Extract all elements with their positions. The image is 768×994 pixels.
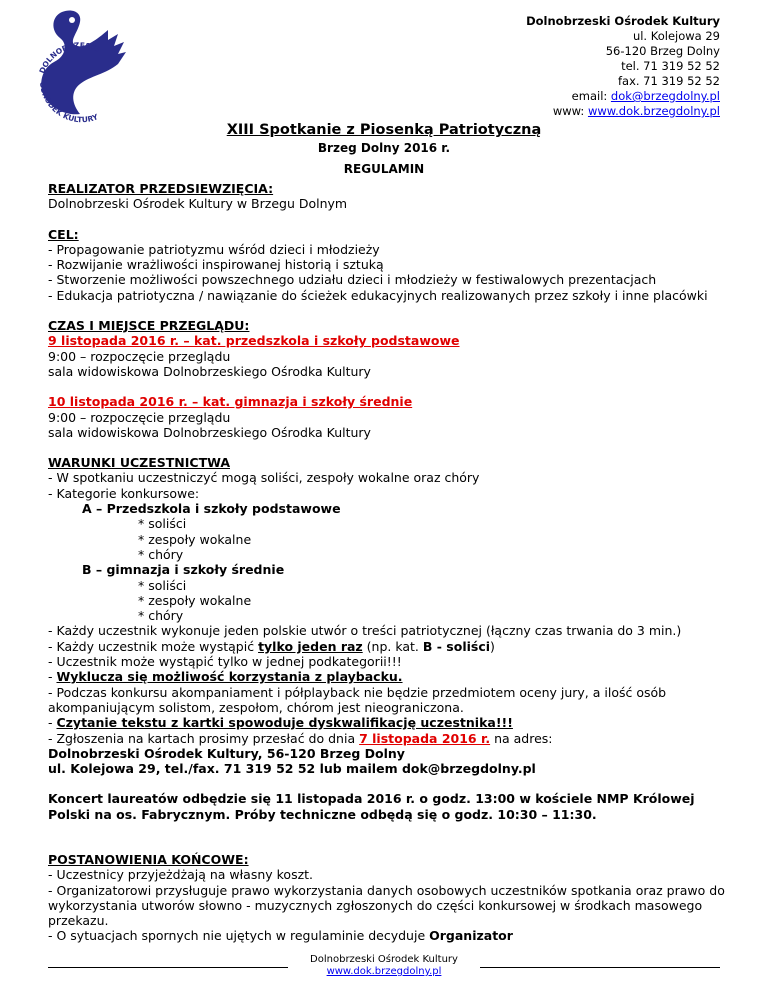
contact-block [526, 14, 720, 119]
rule-6-bold: Czytanie tekstu z kartki spowoduje dyskwalifikację uczestnika!!! [56, 715, 513, 731]
date-category-1: 9 listopada 2016 r. – kat. przedszkola i szkoły podstawowe [48, 333, 460, 349]
category-a-item: * chóry [138, 546, 184, 562]
category-b-item: * chóry [138, 608, 184, 624]
category-a-item: * zespoły wokalne [138, 531, 252, 547]
rule-4-pre: - [48, 669, 57, 685]
postanowienia-item: - Organizatorowi przysługuje prawo wykorzystania danych osobowych uczestników spotkania oraz prawo do wykorzystania utworów słowno - muzycznych zgłoszonych do części konkursowej w środkach masowego przekazu. [48, 882, 725, 929]
postanowienia-heading: POSTANOWIENIA KOŃCOWE: [48, 851, 249, 867]
page-title: XIII Spotkanie z Piosenką Patriotyczną [226, 122, 542, 138]
cel-item: - Rozwijanie wrażliwości inspirowanej historią i sztuką [48, 257, 384, 273]
warunki-line: - Kategorie konkursowe: [48, 485, 200, 501]
category-a: A – Przedszkola i szkoły podstawowe [82, 501, 341, 517]
header-fax: fax. 71 319 52 52 [617, 74, 720, 88]
rule-7-post: na adres: [490, 730, 553, 746]
footer [0, 954, 768, 978]
postanowienia-item [48, 928, 728, 943]
rule-4-bold: Wyklucza się możliwość korzystania z playbacku. [56, 669, 403, 685]
postanowienia-item: - Uczestnicy przyjeżdżają na własny koszt. [48, 867, 314, 883]
rule-6-pre: - [48, 715, 57, 731]
rule-2-bold: tylko jeden raz [258, 638, 363, 654]
rule-6 [48, 715, 728, 730]
realizator-heading: REALIZATOR PRZEDSIEWZIĘCIA: [48, 181, 274, 196]
rule-2-mid: (np. kat. [362, 638, 423, 654]
page-subtitle: Brzeg Dolny 2016 r. [317, 141, 451, 155]
cel-item: - Edukacja patriotyczna / nawiązanie do ścieżek edukacyjnych realizowanych przez szkoły i inne placówki [48, 287, 708, 303]
address-line-1: Dolnobrzeski Ośrodek Kultury, 56-120 Brzeg Dolny [48, 745, 405, 761]
email-label: email: [571, 89, 608, 103]
category-b-item: * zespoły wokalne [138, 592, 252, 608]
rule-4 [48, 669, 728, 684]
postanowienia-last-bold: Organizator [429, 928, 513, 944]
rule-2 [48, 639, 728, 654]
rule-2-bold2: B - soliści [422, 638, 491, 654]
header-tel: tel. 71 319 52 52 [621, 59, 720, 73]
footer-www-link[interactable]: www.dok.brzegdolny.pl [326, 966, 442, 977]
email-link[interactable]: dok@brzegdolny.pl [610, 89, 720, 103]
rule-5: - Podczas konkursu akompaniament i półplayback nie będzie przedmiotem oceny jury, a ilość osób akompaniującym solistom, zespołom, chórom jest nieograniczona. [48, 684, 667, 715]
logo-text-top: DOLNOBRZESKI [37, 40, 102, 75]
header-address: ul. Kolejowa 29 [632, 29, 720, 43]
cel-item: - Propagowanie patriotyzmu wśród dzieci i młodzieży [48, 241, 380, 257]
place-1: sala widowiskowa Dolnobrzeskiego Ośrodka Kultury [48, 363, 371, 379]
footer-org: Dolnobrzeski Ośrodek Kultury [310, 954, 458, 965]
category-a-item: * soliści [138, 516, 187, 532]
logo-text-bottom: OŚRODEK KULTURY [37, 81, 100, 125]
rule-1: - Każdy uczestnik wykonuje jeden polskie utwór o treści patriotycznej (łączny czas trwania do 3 min.) [48, 623, 682, 639]
address-line-2: ul. Kolejowa 29, tel./fax. 71 319 52 52 lub mailem dok@brzegdolny.pl [48, 761, 536, 777]
rule-2-post: ) [490, 638, 495, 654]
place-2: sala widowiskowa Dolnobrzeskiego Ośrodka Kultury [48, 424, 371, 440]
koncert-info: Koncert laureatów odbędzie się 11 listopada 2016 r. o godz. 13:00 w kościele NMP Królowej Polski na os. Fabrycznym. Próby techniczne odbędą się o godz. 10:30 – 11:30. [48, 791, 695, 822]
time-2: 9:00 – rozpoczęcie przeglądu [48, 409, 231, 425]
warunki-line: - W spotkaniu uczestniczyć mogą soliści, zespoły wokalne oraz chóry [48, 470, 480, 486]
rule-7 [48, 731, 728, 746]
regulamin-heading: REGULAMIN [343, 162, 425, 176]
header-postal: 56-120 Brzeg Dolny [605, 44, 720, 58]
header-org: Dolnobrzeski Ośrodek Kultury [526, 14, 720, 28]
rule-2-pre: - Każdy uczestnik może wystąpić [48, 638, 259, 654]
header-email-row [526, 89, 720, 104]
cel-heading: CEL: [48, 226, 79, 242]
rule-7-pre: - Zgłoszenia na kartach prosimy przesłać do dnia [48, 730, 360, 746]
cel-item: - Stworzenie możliwości powszechnego udziału dzieci i młodzieży w festiwalowych prezentacjach [48, 272, 657, 288]
category-b-item: * soliści [138, 577, 187, 593]
deadline-date: 7 listopada 2016 r. [359, 730, 491, 746]
document-body [48, 181, 728, 944]
realizator-text: Dolnobrzeski Ośrodek Kultury w Brzegu Dolnym [48, 196, 348, 212]
header-www-row [526, 104, 720, 119]
czas-heading: CZAS I MIEJSCE PRZEGLĄDU: [48, 318, 250, 334]
www-link[interactable]: www.dok.brzegdolny.pl [587, 104, 720, 118]
logo-emblem [22, 4, 140, 136]
postanowienia-last-pre: - O sytuacjach spornych nie ujętych w regulaminie decyduje [48, 928, 430, 944]
warunki-heading: WARUNKI UCZESTNICTWA [48, 455, 230, 471]
www-label: www: [552, 104, 585, 118]
category-b: B – gimnazja i szkoły średnie [82, 562, 285, 578]
time-1: 9:00 – rozpoczęcie przeglądu [48, 348, 231, 364]
rule-3: - Uczestnik może wystąpić tylko w jednej podkategorii!!! [48, 654, 402, 670]
date-category-2: 10 listopada 2016 r. – kat. gimnazja i szkoły średnie [48, 394, 413, 410]
logo [22, 4, 140, 136]
